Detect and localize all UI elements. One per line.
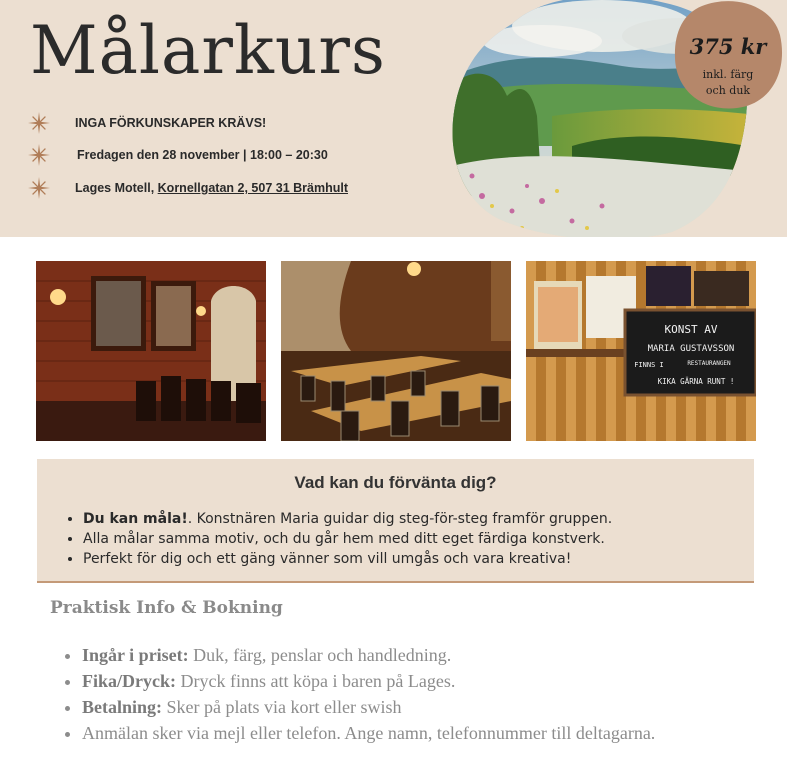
price-note-line1: inkl. färg [702, 68, 754, 81]
sparkle-star-icon [28, 177, 50, 199]
list-item-text: . Konstnären Maria guidar dig steg-för-steg framför gruppen. [187, 511, 613, 527]
list-item [82, 642, 655, 668]
header-banner [0, 0, 787, 237]
list-item-bold: Betalning: [82, 697, 163, 717]
venue-name: Lages Motell, [75, 181, 158, 195]
info-row-requirements [28, 112, 266, 134]
price-note [678, 67, 778, 99]
list-item [82, 694, 655, 720]
requirements-text: INGA FÖRKUNSKAPER KRÄVS! [75, 116, 267, 130]
list-item-bold: Fika/Dryck: [82, 671, 176, 691]
list-item-text: Dryck finns att köpa i baren på Lages. [176, 671, 456, 691]
price-note-line2: och duk [705, 84, 751, 97]
price-amount: 375 kr [689, 34, 767, 59]
info-row-date [28, 144, 328, 166]
photo-dining-hall [281, 261, 511, 441]
expectations-section [37, 459, 754, 583]
page-title: Målarkurs [30, 12, 386, 89]
list-item [83, 509, 612, 529]
sparkle-star-icon [28, 144, 50, 166]
expectations-list [65, 509, 612, 569]
list-item [83, 549, 612, 569]
practical-heading: Praktisk Info & Bokning [50, 598, 283, 618]
location-text [75, 181, 348, 195]
list-item [83, 529, 612, 549]
address-link[interactable]: Kornellgatan 2, 507 31 Brämhult [157, 181, 348, 195]
sign-line-3a: FINNS I [634, 361, 664, 369]
list-item [82, 720, 655, 746]
sign-line-3b: RESTAURANGEN [687, 360, 731, 367]
photo-art-sign [526, 261, 756, 441]
info-row-location [28, 177, 348, 199]
practical-list [62, 642, 655, 746]
sparkle-star-icon [28, 112, 50, 134]
expectations-heading: Vad kan du förvänta dig? [294, 473, 497, 492]
list-item-bold: Du kan måla! [83, 511, 188, 527]
list-item-text: Sker på plats via kort eller swish [162, 697, 402, 717]
list-item-text: Duk, färg, penslar och handledning. [188, 645, 452, 665]
sign-line-4: KIKA GÄRNA RUNT ! [657, 377, 735, 386]
list-item-text: Anmälan sker via mejl eller telefon. Ange namn, telefonnummer till deltagarna. [82, 723, 656, 743]
list-item-text: Alla målar samma motiv, och du går hem med ditt eget färdiga konstverk. [83, 531, 605, 547]
list-item-text: Perfekt för dig och ett gäng vänner som vill umgås och vara kreativa! [83, 551, 572, 567]
date-time-text: Fredagen den 28 november | 18:00 – 20:30 [77, 148, 328, 162]
sign-line-2: MARIA GUSTAVSSON [647, 344, 735, 354]
photo-restaurant-room [36, 261, 266, 441]
list-item [82, 668, 655, 694]
list-item-bold: Ingår i priset: [82, 645, 189, 665]
sign-line-1: KONST AV [664, 323, 718, 336]
